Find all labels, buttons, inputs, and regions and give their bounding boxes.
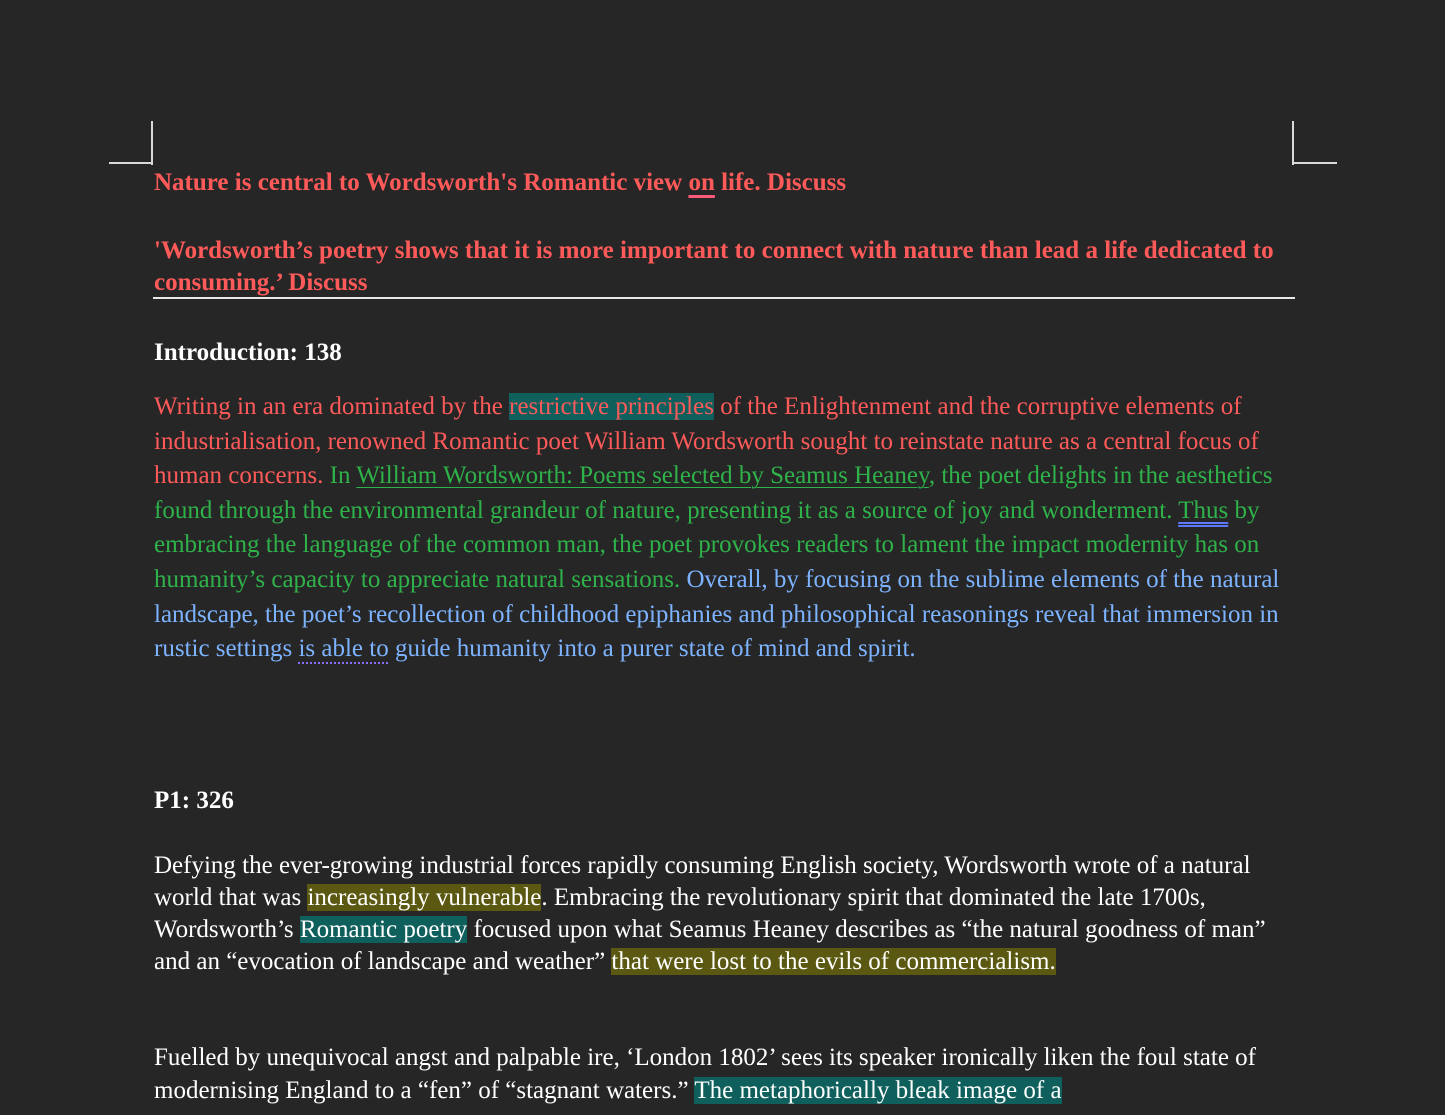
introduction-paragraph[interactable]	[154, 390, 1299, 667]
grammar-flag[interactable]: Thus	[1178, 496, 1229, 524]
style-flag[interactable]: is able to	[298, 635, 389, 663]
spelling-flag[interactable]: on	[688, 169, 715, 196]
highlighted-text-olive[interactable]: increasingly vulnerable	[307, 884, 542, 911]
highlighted-text[interactable]: restrictive principles	[509, 393, 714, 420]
divider-line	[153, 297, 1295, 299]
title-text[interactable]: Nature is central to Wordsworth's Romantic view	[154, 169, 689, 196]
p1-paragraph-1[interactable]	[154, 850, 1299, 978]
p1-paragraph-2[interactable]	[154, 1041, 1299, 1107]
p1-heading[interactable]: P1: 326	[154, 787, 234, 814]
highlighted-text-teal[interactable]: Romantic poetry	[299, 916, 468, 943]
intro-green-text-2[interactable]: , the poet delights in the aesthetics found through the environmental grandeur of nature, presenting it as a source of joy and wonderment.	[154, 462, 1273, 524]
highlighted-text-olive-2[interactable]: that were lost to the evils of commercialism.	[611, 948, 1056, 975]
title-text-end[interactable]: life. Discuss	[714, 169, 847, 196]
crop-mark-top-left-horizontal	[109, 162, 153, 164]
p1-text-3[interactable]: focused upon what Seamus Heaney describes as “the natural goodness of man” and an “evocation of landscape and weather”	[154, 916, 1266, 975]
essay-title[interactable]	[154, 167, 1299, 198]
crop-mark-top-right	[1292, 121, 1294, 165]
intro-red-text[interactable]: Writing in an era dominated by the	[154, 393, 510, 420]
p1-text[interactable]: Defying the ever-growing industrial forces rapidly consuming English society, Wordsworth wrote of a natural world that was	[154, 852, 1251, 911]
intro-green-text[interactable]: In	[329, 462, 357, 490]
p2-text[interactable]: Fuelled by unequivocal angst and palpable ire, ‘London 1802’ sees its speaker ironically liken the foul state of modernising England to a “fen” of “stagnant waters.”	[154, 1044, 1257, 1104]
crop-mark-top-left	[151, 121, 153, 165]
introduction-heading[interactable]: Introduction: 138	[154, 339, 342, 366]
essay-question[interactable]: 'Wordsworth’s poetry shows that it is more important to connect with nature than lead a life dedicated to consuming.’ Discuss	[154, 237, 1274, 296]
intro-blue-text-2[interactable]: guide humanity into a purer state of mind and spirit.	[388, 635, 916, 663]
intro-blue-text[interactable]: Overall, by focusing on the sublime elements of the natural landscape, the poet’s recollection of childhood epiphanies and philosophical reasonings reveal that immersion in rustic settings	[154, 565, 1280, 663]
text-link[interactable]: William Wordsworth: Poems selected by Seamus Heaney	[356, 462, 929, 490]
intro-green-text-3[interactable]: by embracing the language of the common man, the poet provokes readers to lament the impact modernity has on humanity’s capacity to appreciate natural sensations.	[154, 496, 1260, 593]
intro-red-text-2[interactable]: of the Enlightenment and the corruptive elements of industrialisation, renowned Romantic poet William Wordsworth sought to reinstate nature as a central focus of human concerns.	[154, 393, 1259, 490]
crop-mark-top-right-horizontal	[1292, 162, 1337, 164]
p1-text-2[interactable]: . Embracing the revolutionary spirit that dominated the late 1700s, Wordsworth’s	[154, 884, 1206, 943]
highlighted-text-teal-2[interactable]: The metaphorically bleak image of a	[694, 1077, 1062, 1104]
